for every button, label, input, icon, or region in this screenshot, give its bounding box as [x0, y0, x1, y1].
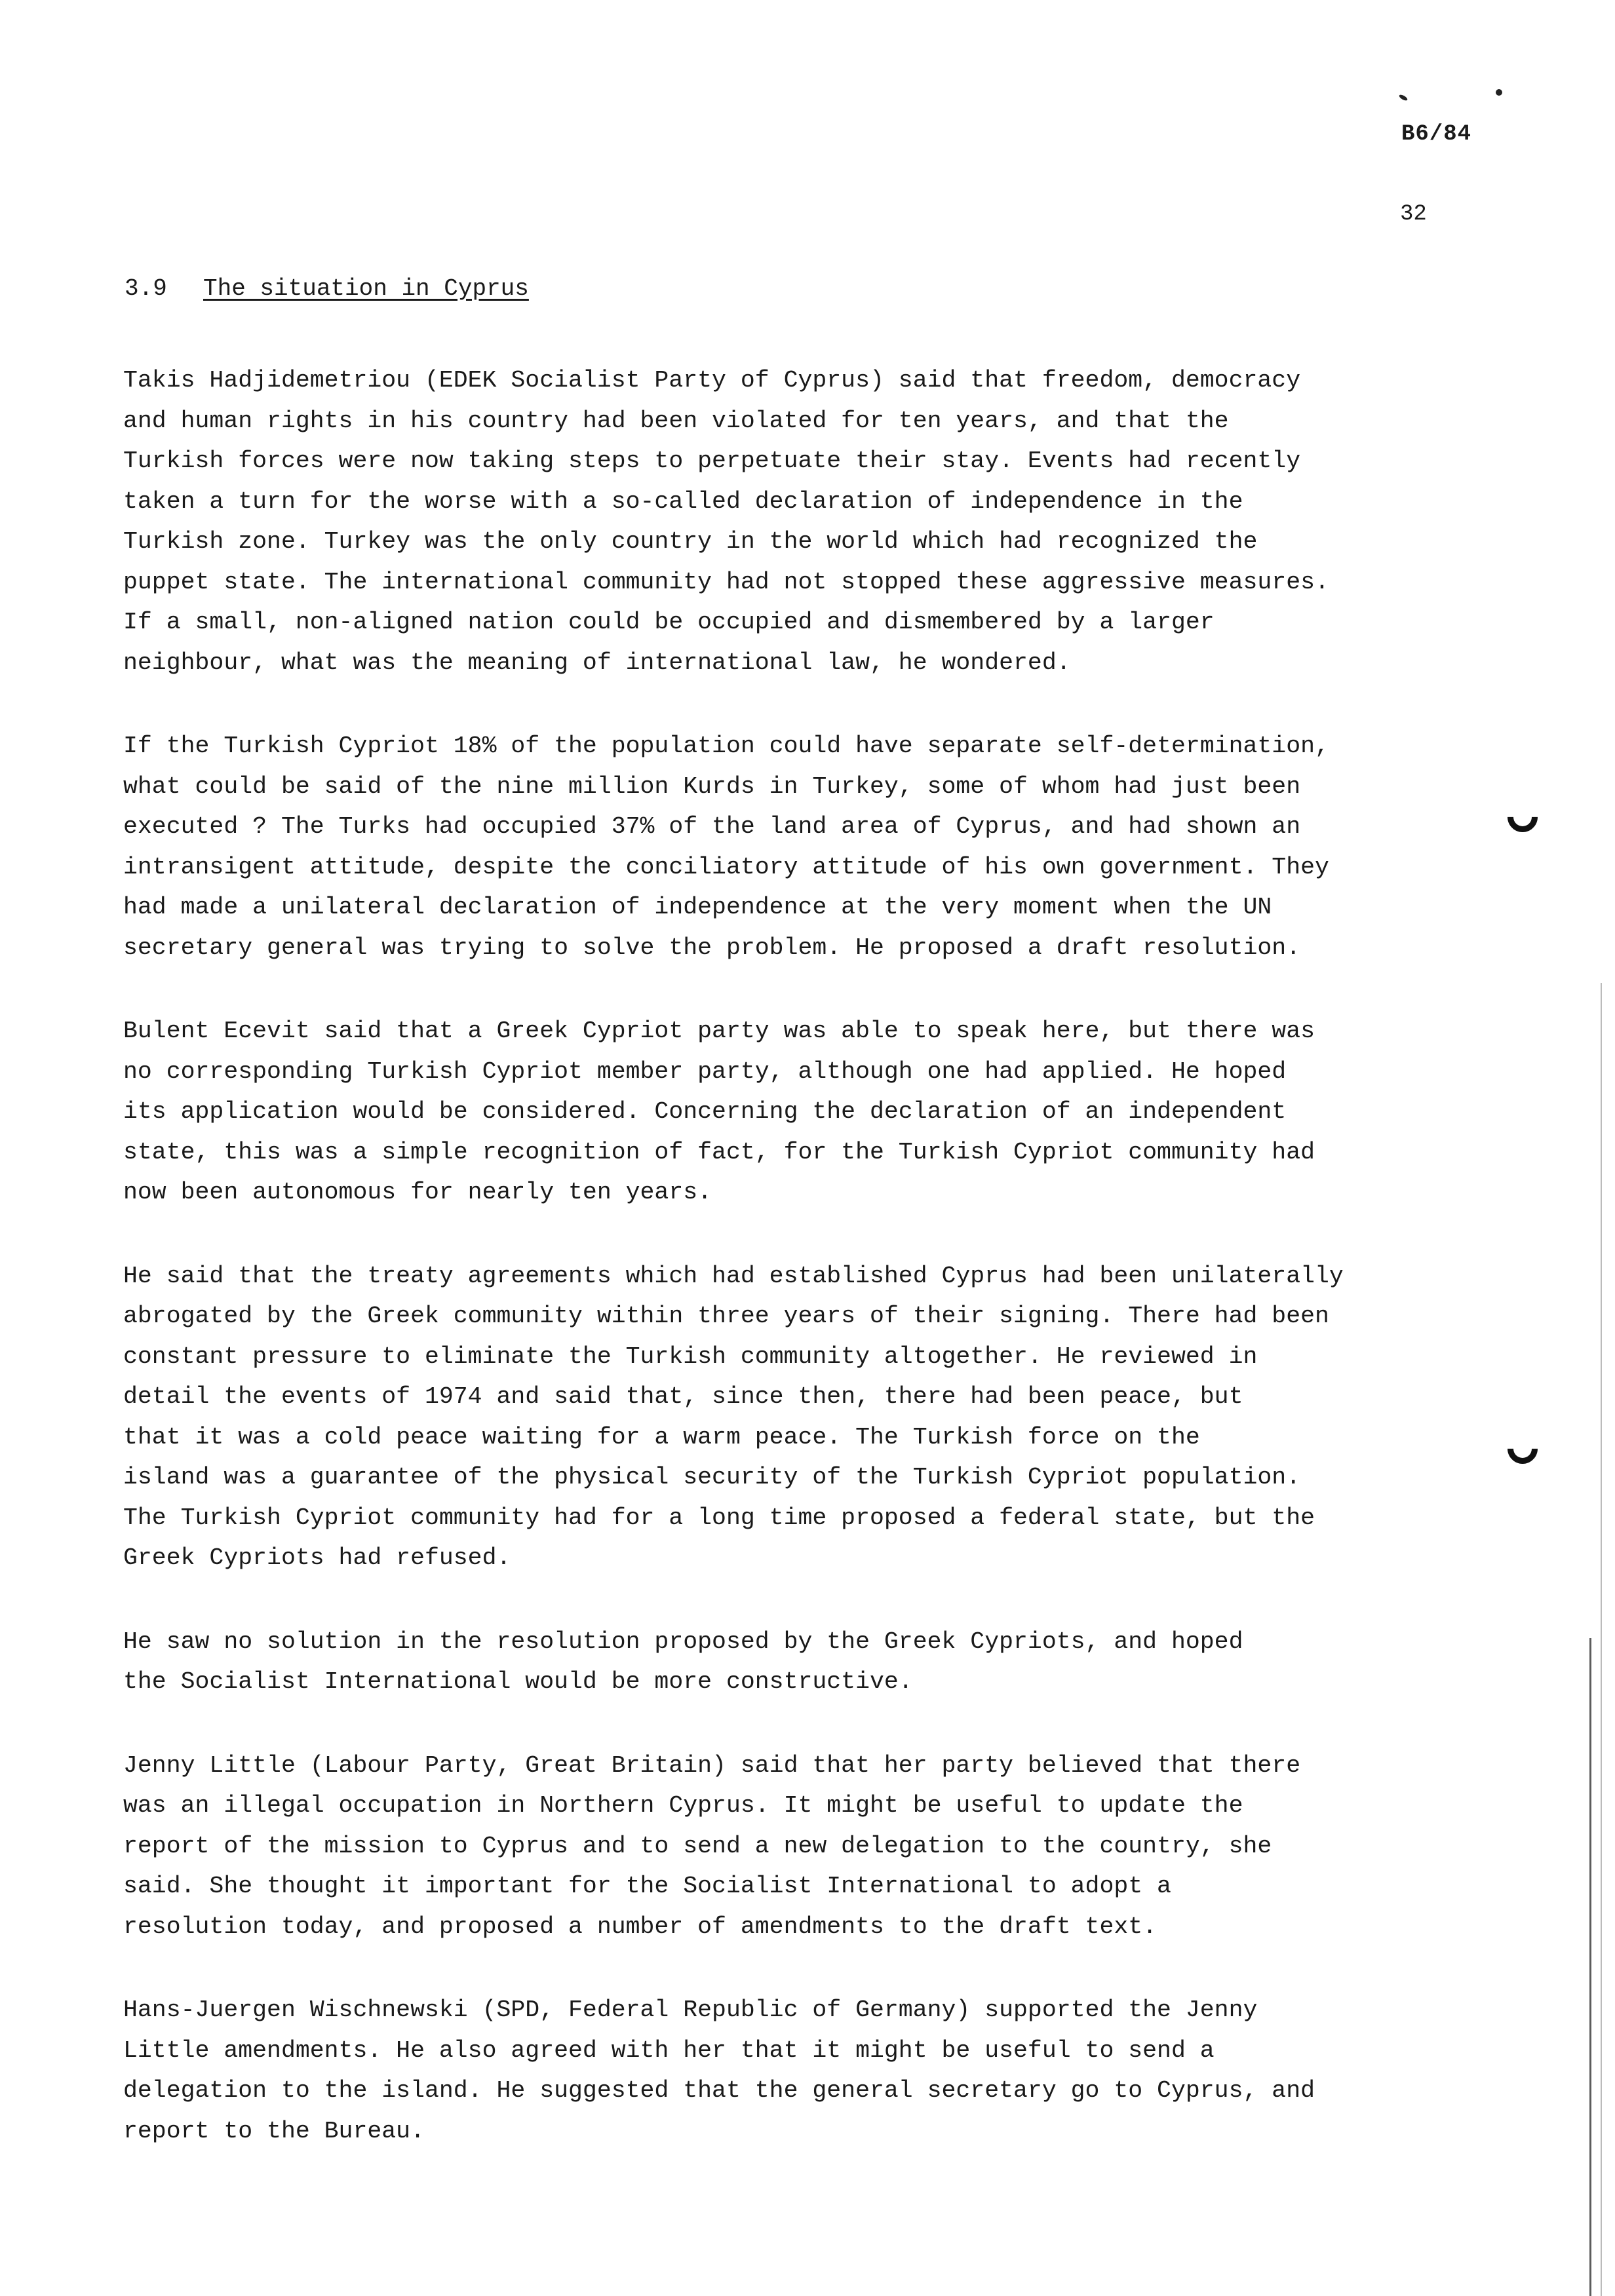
- page-number: 32: [1400, 202, 1427, 227]
- paragraph-hadjidemetriou: Takis Hadjidemetriou (EDEK Socialist Party of Cyprus) said that freedom, democracy and human rights in his country had been violated for ten years, and that the Turkish forces were now taking steps to perpetuate their stay. Events had recently taken a turn for the worse with a so-called declaration of independence in the Turkish zone. Turkey was the only country in the world which had recognized the puppet state. The international community had not stopped these aggressive measures. If a small, non-aligned nation could be occupied and dismembered by a larger neighbour, what was the meaning of international law, he wondered.: [123, 367, 1329, 676]
- document-body: [123, 360, 1500, 2151]
- paragraph-treaty-agreements: He said that the treaty agreements which had established Cyprus had been unilaterally abrogated by the Greek community within three years of their signing. There had been constant pressure to eliminate the Turkish community altogether. He reviewed in detail the events of 1974 and said that, since then, there had been peace, but that it was a cold peace waiting for a warm peace. The Turkish force on the island was a guarantee of the physical security of the Turkish Cypriot population. The Turkish Cypriot community had for a long time proposed a federal state, but the Greek Cypriots had refused.: [123, 1262, 1344, 1571]
- punch-hole-mark-icon: [1501, 1427, 1544, 1470]
- paragraph-wischnewski: Hans-Juergen Wischnewski (SPD, Federal Republic of Germany) supported the Jenny Little amendments. He also agreed with her that it might be useful to send a delegation to the island. He suggested that the general secretary go to Cyprus, and report to the Bureau.: [123, 1997, 1315, 2145]
- scan-speck-icon: [1398, 94, 1408, 102]
- punch-hole-mark-icon: [1501, 795, 1544, 838]
- scan-edge-line: [1601, 983, 1602, 2296]
- scan-edge-line: [1589, 1638, 1591, 2296]
- section-number: 3.9: [125, 275, 167, 302]
- section-title: The situation in Cyprus: [203, 275, 529, 302]
- section-heading: [125, 275, 529, 302]
- paragraph-jenny-little: Jenny Little (Labour Party, Great Britain) said that her party believed that there was an illegal occupation in Northern Cyprus. It might be useful to update the report of the mission to Cyprus and to send a new delegation to the country, she said. She thought it important for the Socialist International to adopt a resolution today, and proposed a number of amendments to the draft text.: [123, 1751, 1301, 1940]
- paragraph-turkish-cypriot: If the Turkish Cypriot 18% of the population could have separate self-determination, what could be said of the nine million Kurds in Turkey, some of whom had just been executed ? The Turks had occupied 37% of the land area of Cyprus, and had shown an intransigent attitude, despite the conciliatory attitude of his own government. They had made a unilateral declaration of independence at the very moment when the UN secretary general was trying to solve the problem. He proposed a draft resolution.: [123, 733, 1329, 961]
- paragraph-no-solution: He saw no solution in the resolution proposed by the Greek Cypriots, and hoped the Socialist International would be more constructive.: [123, 1628, 1243, 1695]
- scan-speck-icon: [1496, 89, 1502, 96]
- paragraph-ecevit: Bulent Ecevit said that a Greek Cypriot party was able to speak here, but there was no corresponding Turkish Cypriot member party, although one had applied. He hoped its application would be considered. Concerning the declaration of an independent state, this was a simple recognition of fact, for the Turkish Cypriot community had now been autonomous for nearly ten years.: [123, 1018, 1315, 1206]
- document-reference: B6/84: [1401, 122, 1472, 147]
